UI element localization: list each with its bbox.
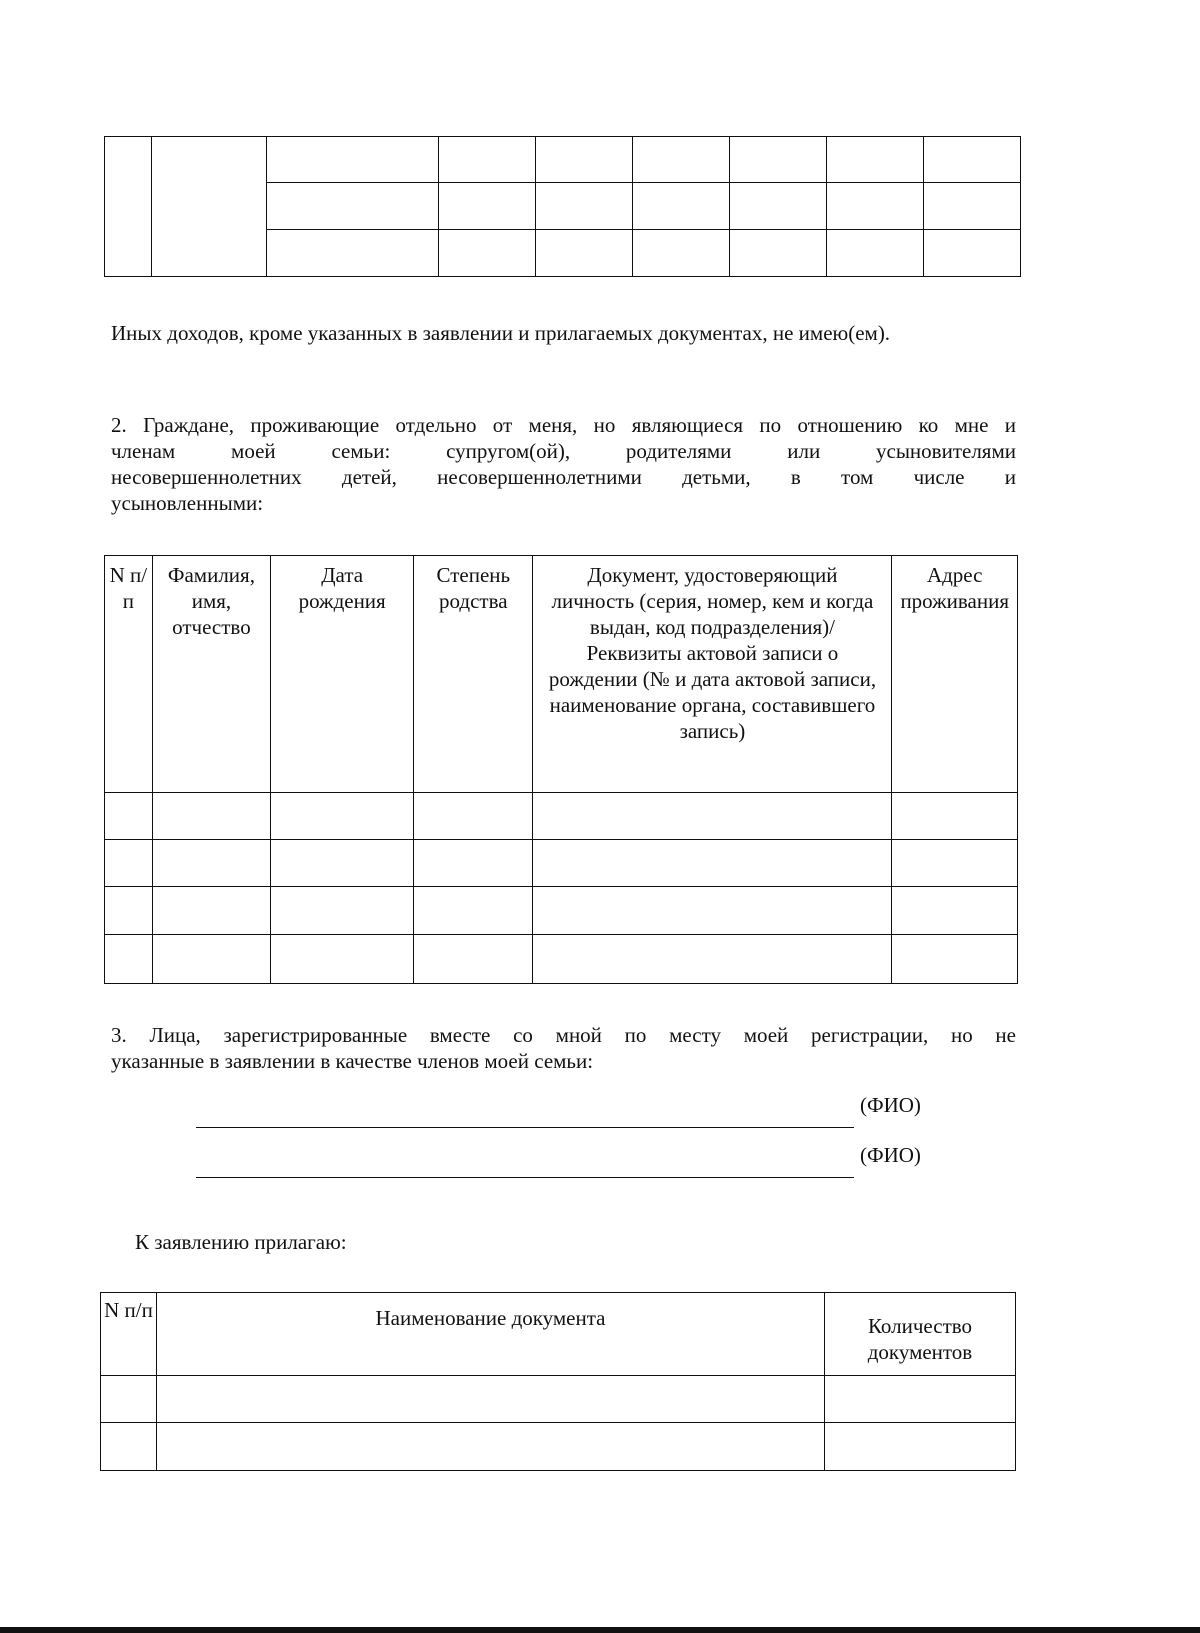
header-document-name: Наименование документа bbox=[157, 1293, 825, 1376]
table-cell[interactable] bbox=[533, 840, 892, 887]
relatives-table bbox=[104, 555, 1018, 984]
table-cell[interactable] bbox=[105, 137, 152, 277]
table-cell[interactable] bbox=[730, 230, 827, 277]
table-cell[interactable] bbox=[633, 230, 730, 277]
table-cell[interactable] bbox=[101, 1376, 157, 1423]
section-2-line: 2. Граждане, проживающие отдельно от меня, но являющиеся по отношению ко мне и bbox=[111, 413, 1016, 437]
table-cell[interactable] bbox=[924, 183, 1021, 230]
no-other-income-statement: Иных доходов, кроме указанных в заявлении и прилагаемых документах, не имею(ем). bbox=[111, 321, 891, 345]
table-cell[interactable] bbox=[892, 935, 1018, 984]
table-cell[interactable] bbox=[825, 1423, 1016, 1471]
table-cell[interactable] bbox=[827, 230, 924, 277]
header-number: N п/п bbox=[101, 1293, 157, 1376]
table-cell[interactable] bbox=[267, 183, 439, 230]
table-cell[interactable] bbox=[157, 1423, 825, 1471]
table-cell[interactable] bbox=[536, 230, 633, 277]
table-cell[interactable] bbox=[271, 793, 414, 840]
table-cell[interactable] bbox=[533, 793, 892, 840]
table-cell[interactable] bbox=[105, 840, 153, 887]
header-relationship: Степень родства bbox=[414, 556, 533, 793]
table-cell[interactable] bbox=[152, 935, 271, 984]
header-number: N п/п bbox=[105, 556, 153, 793]
section-2-text bbox=[111, 412, 1016, 516]
table-cell[interactable] bbox=[414, 793, 533, 840]
section-3-line: 3. Лица, зарегистрированные вместе со мной по месту моей регистрации, но не bbox=[111, 1023, 1016, 1047]
table-cell[interactable] bbox=[105, 887, 153, 935]
table-cell[interactable] bbox=[267, 230, 439, 277]
header-document-count: Количество документов bbox=[825, 1293, 1016, 1376]
table-cell[interactable] bbox=[105, 793, 153, 840]
table-cell[interactable] bbox=[924, 137, 1021, 183]
table-cell[interactable] bbox=[157, 1376, 825, 1423]
header-identity-document: Документ, удостоверяющий личность (серия, номер, кем и когда выдан, код подразделения)/Реквизиты актовой записи о рождении (№ и дата актовой записи, наименование органа, составившего запись) bbox=[533, 556, 892, 793]
table-cell[interactable] bbox=[827, 137, 924, 183]
table-cell[interactable] bbox=[533, 887, 892, 935]
table-cell[interactable] bbox=[825, 1376, 1016, 1423]
table-cell[interactable] bbox=[730, 183, 827, 230]
table-cell[interactable] bbox=[414, 840, 533, 887]
fio-label: (ФИО) bbox=[860, 1143, 921, 1167]
fio-input-line-2[interactable] bbox=[196, 1177, 854, 1178]
table-cell[interactable] bbox=[533, 935, 892, 984]
table-cell[interactable] bbox=[152, 137, 267, 277]
table-cell[interactable] bbox=[439, 183, 536, 230]
header-birth-date: Дата рождения bbox=[271, 556, 414, 793]
table-cell[interactable] bbox=[892, 887, 1018, 935]
table-cell[interactable] bbox=[101, 1423, 157, 1471]
attachments-table bbox=[100, 1292, 1016, 1471]
table-cell[interactable] bbox=[730, 137, 827, 183]
header-address: Адрес проживания bbox=[892, 556, 1018, 793]
section-2-line: членам моей семьи: супругом(ой), родителями или усыновителями bbox=[111, 439, 1016, 463]
table-cell[interactable] bbox=[267, 137, 439, 183]
attachments-title: К заявлению прилагаю: bbox=[135, 1230, 347, 1254]
table-cell[interactable] bbox=[439, 230, 536, 277]
table-cell[interactable] bbox=[105, 935, 153, 984]
table-cell[interactable] bbox=[152, 887, 271, 935]
table-cell[interactable] bbox=[633, 137, 730, 183]
table-cell[interactable] bbox=[892, 793, 1018, 840]
table-cell[interactable] bbox=[152, 840, 271, 887]
table-cell[interactable] bbox=[271, 840, 414, 887]
table-cell[interactable] bbox=[414, 887, 533, 935]
table-cell[interactable] bbox=[536, 137, 633, 183]
fio-label: (ФИО) bbox=[860, 1093, 921, 1117]
table-cell[interactable] bbox=[439, 137, 536, 183]
section-3-text bbox=[111, 1022, 1016, 1074]
table-cell[interactable] bbox=[271, 935, 414, 984]
table-cell[interactable] bbox=[414, 935, 533, 984]
table-cell[interactable] bbox=[924, 230, 1021, 277]
scan-edge-bar bbox=[0, 1627, 1200, 1633]
table-cell[interactable] bbox=[271, 887, 414, 935]
fio-input-line-1[interactable] bbox=[196, 1127, 854, 1128]
income-table-continuation bbox=[104, 136, 1021, 277]
section-2-line: несовершеннолетних детей, несовершеннолетними детьми, в том числе и bbox=[111, 465, 1016, 489]
table-cell[interactable] bbox=[827, 183, 924, 230]
section-2-line: усыновленными: bbox=[111, 491, 264, 515]
header-full-name: Фамилия, имя, отчество bbox=[152, 556, 271, 793]
table-cell[interactable] bbox=[152, 793, 271, 840]
section-3-line: указанные в заявлении в качестве членов моей семьи: bbox=[111, 1049, 594, 1073]
table-cell[interactable] bbox=[892, 840, 1018, 887]
table-cell[interactable] bbox=[536, 183, 633, 230]
table-cell[interactable] bbox=[633, 183, 730, 230]
